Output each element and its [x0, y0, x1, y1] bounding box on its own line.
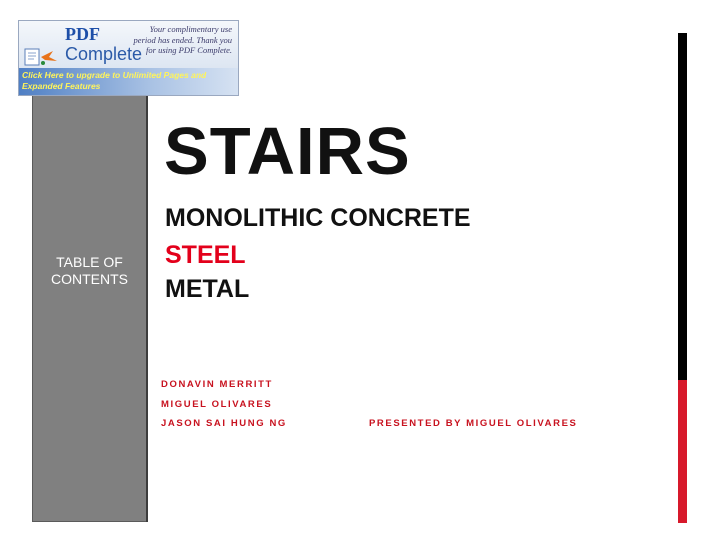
right-rule-red — [678, 380, 687, 523]
author-2: MIGUEL OLIVARES — [161, 399, 273, 410]
pdf-brand-top: PDF — [65, 24, 100, 44]
author-3: JASON SAI HUNG NG — [161, 418, 287, 429]
subtitle-steel: STEEL — [165, 241, 246, 269]
table-of-contents-label[interactable]: TABLE OF CONTENTS — [51, 254, 128, 287]
author-1: DONAVIN MERRITT — [161, 379, 273, 390]
subtitle-monolithic-concrete: MONOLITHIC CONCRETE — [165, 204, 471, 232]
pdf-complete-logo-icon — [23, 47, 61, 67]
slide-title: STAIRS — [164, 114, 411, 189]
pdf-notice-text: Your complimentary use period has ended. Thank you for using PDF Complete. — [133, 24, 232, 55]
pdf-brand-bottom: Complete — [65, 44, 143, 64]
subtitle-metal: METAL — [165, 275, 250, 303]
pdf-complete-banner[interactable] — [18, 20, 239, 96]
upgrade-link[interactable]: Click Here to upgrade to Unlimited Pages and Expanded Features — [22, 70, 207, 91]
presenter-credit: PRESENTED BY MIGUEL OLIVARES — [369, 418, 578, 429]
pdf-banner-top — [19, 21, 238, 68]
pdf-upgrade-strip[interactable] — [19, 68, 238, 95]
right-rule-black — [678, 33, 687, 380]
